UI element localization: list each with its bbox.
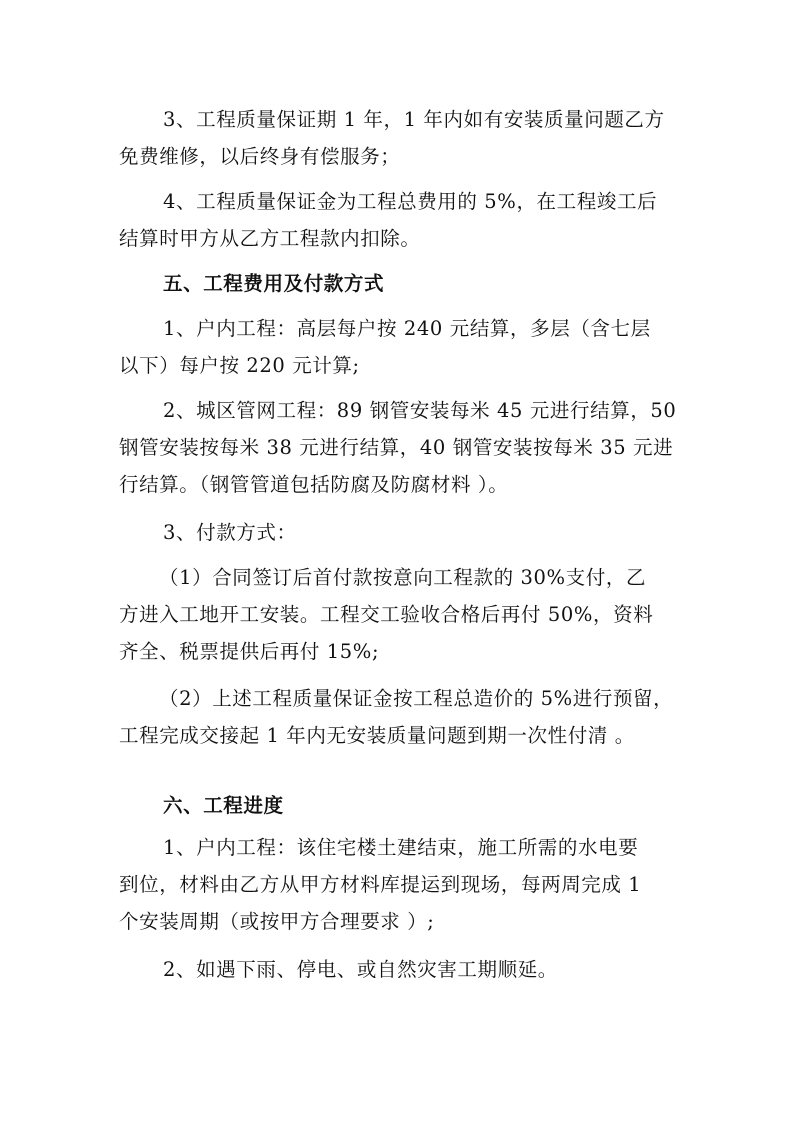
text-line: 以下）每户按 220 元计算; bbox=[119, 354, 360, 377]
text-line: 行结算。（钢管管道包括防腐及防腐材料 ）。 bbox=[119, 473, 509, 496]
text-line: 个安装周期（或按甲方合理要求 ）; bbox=[119, 910, 435, 933]
text-line: （2）上述工程质量保证金按工程总造价的 5%进行预留， bbox=[159, 687, 674, 710]
text-line: 3、工程质量保证期 1 年，1 年内如有安装质量问题乙方 bbox=[163, 108, 665, 131]
paragraph-pipeline-fees bbox=[119, 392, 679, 503]
text-line: 方进入工地开工安装。工程交工验收合格后再付 50%，资料 bbox=[119, 603, 654, 626]
text-line: 钢管安装按每米 38 元进行结算，40 钢管安装按每米 35 元进 bbox=[119, 436, 674, 459]
text-line: 齐全、税票提供后再付 15%; bbox=[119, 640, 380, 663]
paragraph-payment-schedule bbox=[119, 559, 679, 670]
paragraph-warranty-period bbox=[119, 101, 679, 175]
section-title: 六、工程进度 bbox=[163, 794, 284, 817]
text-line: （1）合同签订后首付款按意向工程款的 30%支付，乙 bbox=[159, 566, 647, 589]
text-line: 1、户内工程：高层每户按 240 元结算，多层（含七层 bbox=[163, 317, 651, 340]
paragraph-payment-method bbox=[119, 514, 679, 551]
text-line: 结算时甲方从乙方工程款内扣除。 bbox=[119, 227, 421, 250]
text-line: 工程完成交接起 1 年内无安装质量问题到期一次性付清 。 bbox=[119, 724, 635, 747]
paragraph-indoor-fees bbox=[119, 310, 679, 384]
text-line: 免费维修，以后终身有偿服务； bbox=[119, 145, 401, 168]
section-heading-fees bbox=[119, 265, 679, 302]
text-line: 到位，材料由乙方从甲方材料库提运到现场，每两周完成 1 bbox=[119, 873, 642, 896]
section-title: 五、工程费用及付款方式 bbox=[163, 272, 385, 295]
paragraph-indoor-progress bbox=[119, 829, 679, 940]
paragraph-warranty-deposit bbox=[119, 183, 679, 257]
text-line: 4、工程质量保证金为工程总费用的 5%，在工程竣工后 bbox=[163, 190, 658, 213]
text-line: 2、城区管网工程：89 钢管安装每米 45 元进行结算，50 bbox=[163, 399, 677, 422]
text-line: 3、付款方式： bbox=[163, 521, 297, 544]
section-heading-progress bbox=[119, 787, 679, 824]
paragraph-retention bbox=[119, 680, 679, 754]
text-line: 2、如遇下雨、停电、或自然灾害工期顺延。 bbox=[163, 958, 558, 981]
paragraph-delay bbox=[119, 951, 679, 988]
text-line: 1、户内工程：该住宅楼土建结束，施工所需的水电要 bbox=[163, 836, 639, 859]
